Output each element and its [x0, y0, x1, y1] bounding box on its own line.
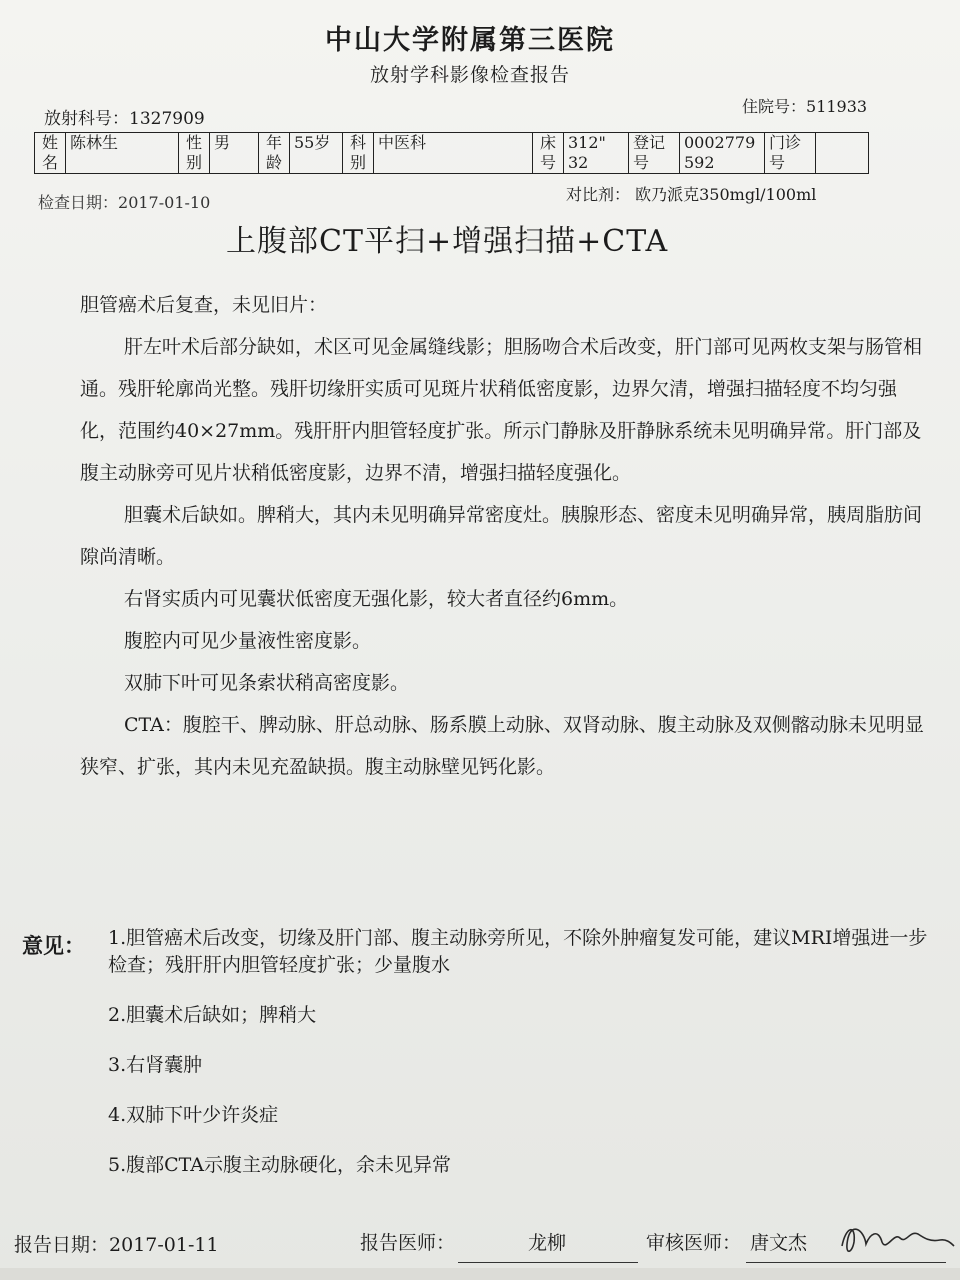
inpatient-number-value: 511933 [806, 97, 868, 116]
patient-name: 陈林生 [66, 133, 179, 174]
finding-intro: 胆管癌术后复查，未见旧片： [80, 294, 328, 316]
reviewer-name: 唐文杰 [750, 1232, 808, 1254]
patient-info-row [35, 133, 869, 174]
patient-bed: 312" 32 [564, 133, 629, 174]
bottom-edge [0, 1268, 960, 1280]
finding-paragraph: 腹腔内可见少量液性密度影。 [124, 630, 372, 652]
handwritten-signature-icon [836, 1212, 956, 1262]
finding-paragraph: CTA：腹腔干、脾动脉、肝总动脉、肠系膜上动脉、双肾动脉、腹主动脉及双侧髂动脉未见明显狭窄、扩张，其内未见充盈缺损。腹主动脉壁见钙化影。 [80, 714, 924, 778]
reviewer-label: 审核医师： [646, 1232, 742, 1254]
exam-date [38, 190, 210, 213]
opinion-label: 意见： [22, 934, 85, 958]
findings [80, 284, 930, 788]
exam-title: 上腹部CT平扫+增强扫描+CTA [226, 224, 669, 259]
contrast-label: 对比剂： [566, 185, 631, 204]
exam-date-label: 检查日期： [38, 193, 119, 212]
finding-paragraph: 双肺下叶可见条索状稍高密度影。 [124, 672, 410, 694]
radiology-number-label: 放射科号： [44, 109, 129, 129]
dept-label: 科别 [343, 133, 374, 174]
finding-paragraph: 肝左叶术后部分缺如，术区可见金属缝线影；胆肠吻合术后改变，肝门部可见两枚支架与肠管相通。残肝轮廓尚光整。残肝切缘肝实质可见斑片状稍低密度影，边界欠清，增强扫描轻度不均匀强化，范围约40×27mm。残肝肝内胆管轻度扩张。所示门静脉及肝静脉系统未见明确异常。肝门部及腹主动脉旁可见片状稍低密度影，边界不清，增强扫描轻度强化。 [80, 336, 923, 484]
age-label: 年龄 [259, 133, 290, 174]
patient-info-table [34, 132, 869, 174]
opinion-item: 2.胆囊术后缺如；脾稍大 [108, 1004, 317, 1026]
report-date-value: 2017-01-11 [109, 1234, 219, 1256]
opinion-item: 3.右肾囊肿 [108, 1054, 203, 1076]
contrast-agent [566, 182, 816, 205]
opinion-list [108, 925, 928, 1202]
sex-label: 性别 [179, 133, 210, 174]
doctor-label: 报告医师： [360, 1232, 456, 1254]
patient-age: 55岁 [290, 133, 343, 174]
finding-paragraph: 胆囊术后缺如。脾稍大，其内未见明确异常密度灶。胰腺形态、密度未见明确异常，胰周脂肪间隙尚清晰。 [80, 504, 923, 568]
reviewer-signature-line [746, 1262, 946, 1263]
opinion-item: 1.胆管癌术后改变，切缘及肝门部、腹主动脉旁所见，不除外肿瘤复发可能，建议MRI增强进一步检查；残肝肝内胆管轻度扩张；少量腹水 [108, 927, 928, 976]
report-date-label: 报告日期： [14, 1234, 110, 1256]
hospital-name: 中山大学附属第三医院 [325, 25, 615, 56]
radiology-number [44, 104, 205, 129]
report-title: 放射学科影像检查报告 [369, 64, 570, 86]
bed-label: 床号 [533, 133, 564, 174]
radiology-number-value: 1327909 [129, 109, 205, 129]
reg-label: 登记号 [629, 133, 680, 174]
inpatient-number [742, 94, 867, 117]
doctor-signature-line [458, 1262, 638, 1263]
clinic-label: 门诊号 [765, 133, 816, 174]
patient-reg: 0002779 592 [680, 133, 765, 174]
name-label: 姓名 [35, 133, 66, 174]
finding-paragraph: 右肾实质内可见囊状低密度无强化影，较大者直径约6mm。 [124, 588, 629, 610]
patient-clinic [816, 133, 869, 174]
contrast-value: 欧乃派克350mgl/100ml [635, 185, 817, 204]
patient-dept: 中医科 [374, 133, 533, 174]
opinion-item: 4.双肺下叶少许炎症 [108, 1104, 279, 1126]
opinion-item: 5.腹部CTA示腹主动脉硬化，余未见异常 [108, 1154, 452, 1176]
exam-date-value: 2017-01-10 [118, 193, 211, 212]
inpatient-number-label: 住院号： [742, 97, 807, 116]
patient-sex: 男 [210, 133, 259, 174]
report-date [14, 1230, 219, 1257]
doctor-name: 龙柳 [528, 1232, 567, 1254]
